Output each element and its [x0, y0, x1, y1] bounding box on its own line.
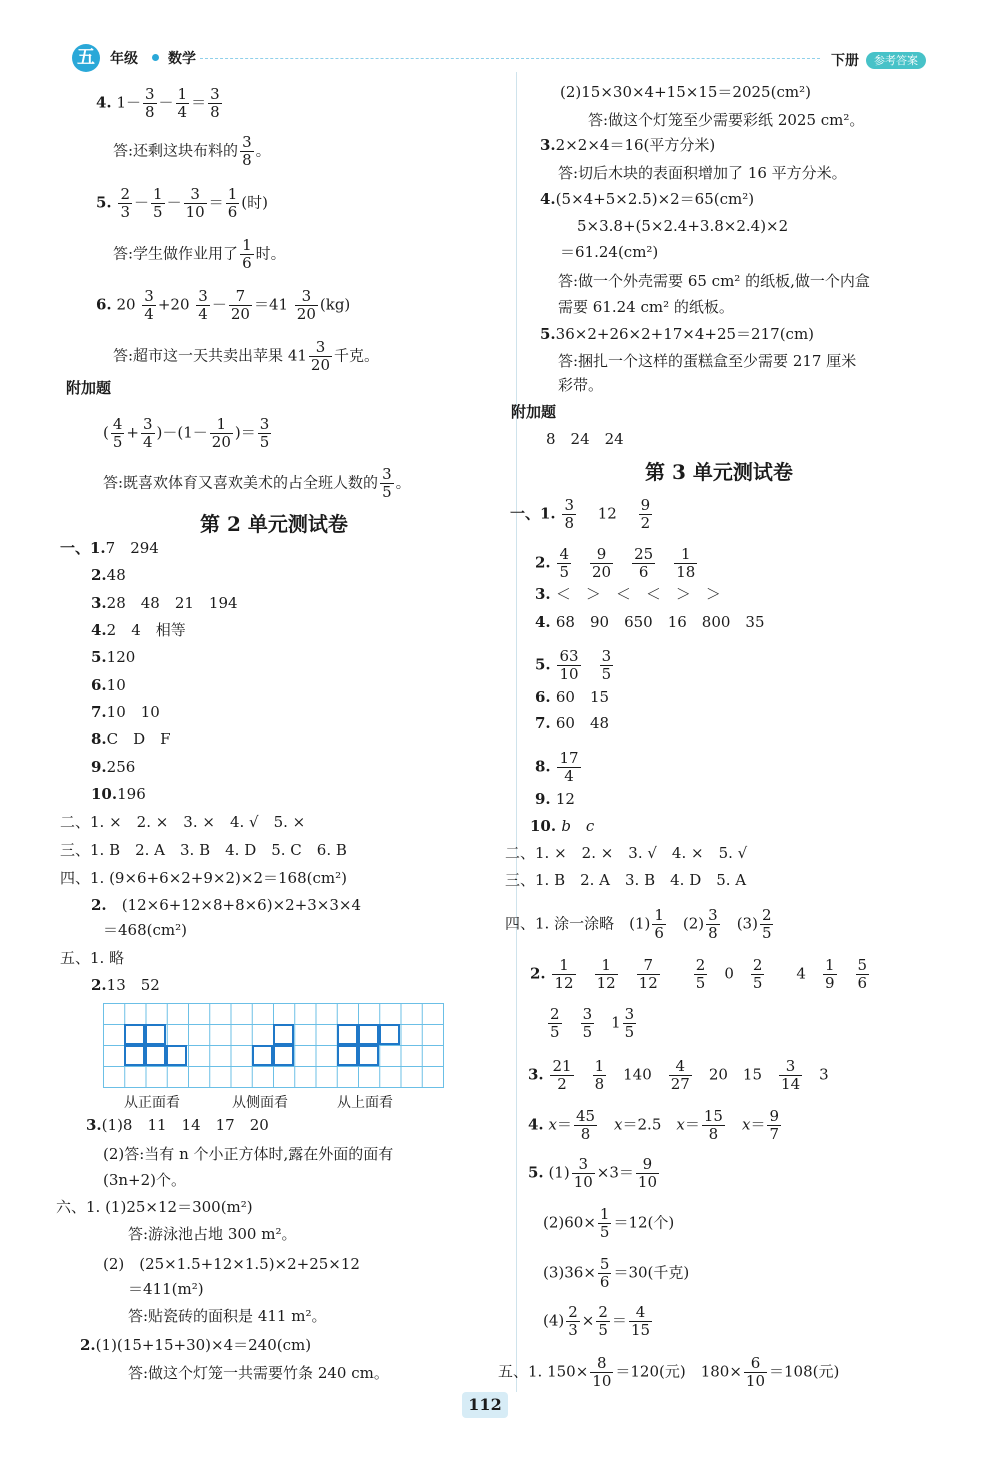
u2-s1-9: 9.256 — [91, 758, 136, 776]
u3-s4-5-3: (3)36× $\frac{5}{6}$ ＝30(千克) — [543, 1255, 690, 1291]
page-header — [0, 0, 1001, 80]
u3-s4-1: 四、1. 涂一涂略 (1) $\frac{1}{6}$ (2) $\frac{3}{8}$ (3) $\frac{2}{5}$ — [505, 906, 772, 942]
column-divider — [516, 72, 517, 1392]
u2-s5-3: 3.(1)8 11 14 17 20 — [86, 1116, 269, 1134]
u3-s5-1: 五、1. 150× $\frac{8}{10}$ ＝120(元) 180× $\frac{6}{10}$ ＝108(元) — [498, 1354, 840, 1390]
u3-s3: 三、1. B 2. A 3. B 4. D 5. A — [505, 871, 747, 889]
page-number: 112 — [462, 1392, 508, 1418]
u2-s6-1-ans: 答:游泳池占地 300 m²。 — [128, 1225, 297, 1243]
r-q3: 3.2×2×4＝16(平方分米) — [540, 136, 716, 154]
unit3-title: 第 3 单元测试卷 — [645, 460, 793, 484]
left-q6: 6. 20 $\frac{3}{4}$ +20 $\frac{3}{4}$ － $\frac{7}{20}$ ＝41 $\frac{3}{20}$ (kg) — [96, 287, 351, 323]
r-q4-ans2: 需要 61.24 cm² 的纸板。 — [558, 298, 734, 316]
u2-s1-8: 8.C D F — [91, 730, 171, 748]
extra-answer: 答:既喜欢体育又喜欢美术的占全班人数的 $\frac{3}{5}$ 。 — [103, 465, 411, 501]
u3-s1-10: 10. b c — [530, 817, 595, 835]
dot-icon — [152, 54, 159, 61]
u2-s6-1-2-result: ＝411(m²) — [128, 1280, 204, 1298]
u3-s4-3: 3. $\frac{21}{2}$ $\frac{1}{8}$ 140 $\frac{4}{27}$ 20 15 $\frac{3}{14}$ 3 — [528, 1057, 829, 1093]
r-extra-title: 附加题 — [511, 403, 557, 421]
u2-s6-1-2-ans: 答:贴瓷砖的面积是 411 m²。 — [128, 1307, 327, 1325]
u3-s1-1: 一、1. $\frac{3}{8}$ 12 $\frac{9}{2}$ — [510, 496, 651, 532]
extra-title: 附加题 — [66, 379, 112, 397]
u3-s1-3: 3. ＜ ＞ ＜ ＜ ＞ ＞ — [535, 585, 721, 603]
cube-square — [337, 1024, 358, 1045]
u2-s2: 二、1. × 2. × 3. × 4. √ 5. × — [60, 813, 306, 831]
cube-square — [145, 1045, 166, 1066]
cube-square — [145, 1024, 166, 1045]
u2-s1-5: 5.120 — [91, 648, 136, 666]
u2-s5-3-ans: (2)答:当有 n 个小正方体时,露在外面的面有 — [103, 1145, 394, 1163]
cube-square — [252, 1045, 273, 1066]
u3-s2: 二、1. × 2. × 3. √ 4. × 5. √ — [505, 844, 748, 862]
cube-square — [337, 1045, 358, 1066]
u2-s4-2: 2. (12×6+12×8+8×6)×2+3×3×4 — [91, 896, 362, 914]
u2-s1-6: 6.10 — [91, 676, 126, 694]
cube-square — [358, 1045, 379, 1066]
cube-square — [273, 1045, 294, 1066]
u2-s1-1: 一、1.7 294 — [60, 539, 159, 557]
cube-square — [273, 1024, 294, 1045]
u3-s1-9: 9. 12 — [535, 790, 575, 808]
u3-s1-8: 8. $\frac{17}{4}$ — [535, 749, 579, 785]
u2-s4-1: 四、1. (9×6+6×2+9×2)×2＝168(cm²) — [60, 869, 347, 887]
r-q5-ans: 答:捆扎一个这样的蛋糕盒至少需要 217 厘米 — [558, 352, 857, 370]
cube-square — [379, 1024, 400, 1045]
unit2-title: 第 2 单元测试卷 — [200, 512, 348, 536]
u2-s5-2: 2.13 52 — [91, 976, 160, 994]
u2-s1-4: 4.2 4 相等 — [91, 621, 186, 639]
left-q4: 4. 1－ $\frac{3}{8}$ － $\frac{1}{4}$ ＝ $\frac{3}{8}$ — [96, 85, 220, 121]
r-q3-ans: 答:切后木块的表面积增加了 16 平方分米。 — [558, 164, 847, 182]
u2-s5-3-ans2: (3n+2)个。 — [103, 1171, 187, 1189]
left-q6-answer: 答:超市这一天共卖出苹果 41 $\frac{3}{20}$ 千克。 — [113, 338, 380, 374]
u2-s1-7: 7.10 10 — [91, 703, 160, 721]
front-view-label: 从正面看 — [124, 1095, 180, 1111]
r-q5: 5.36×2+26×2+17×4+25＝217(cm) — [540, 325, 815, 343]
u3-s4-2b: $\frac{2}{5}$ $\frac{3}{5}$ 1 $\frac{3}{5}$ — [550, 1005, 635, 1041]
left-q5: 5. $\frac{2}{3}$ － $\frac{1}{5}$ － $\frac{3}{10}$ ＝ $\frac{1}{6}$ (时) — [96, 185, 268, 221]
u3-s1-4: 4. 68 90 650 16 800 35 — [535, 613, 765, 631]
u2-s6-2-ans: 答:做这个灯笼一共需要竹条 240 cm。 — [128, 1364, 389, 1382]
u2-s5-1: 五、1. 略 — [60, 949, 125, 967]
top-view-label: 从上面看 — [337, 1095, 393, 1111]
u3-s1-5: 5. $\frac{63}{10}$ $\frac{3}{5}$ — [535, 647, 612, 683]
u3-s4-5: 5. (1) $\frac{3}{10}$ ×3＝ $\frac{9}{10}$ — [528, 1155, 657, 1191]
u3-s1-2: 2. $\frac{4}{5}$ $\frac{9}{20}$ $\frac{25}{6}$ $\frac{1}{18}$ — [535, 545, 696, 581]
r-q4-ans: 答:做一个外壳需要 65 cm² 的纸板,做一个内盒 — [558, 272, 870, 290]
side-view-label: 从侧面看 — [232, 1095, 288, 1111]
r-q4: 4.(5×4+5×2.5)×2＝65(cm²) — [540, 190, 755, 208]
u2-s1-10: 10.196 — [91, 785, 146, 803]
cube-square — [124, 1045, 145, 1066]
u3-s1-7: 7. 60 48 — [535, 714, 610, 732]
grade-badge: 五 — [72, 44, 100, 72]
r-q5-ans2: 彩带。 — [558, 376, 604, 394]
header-divider — [200, 58, 820, 59]
r-q2-2: (2)15×30×4+15×15＝2025(cm²) — [560, 83, 811, 101]
grade-label: 年级 — [110, 51, 138, 67]
u2-s6-2: 2.(1)(15+15+30)×4＝240(cm) — [80, 1336, 312, 1354]
u3-s4-5-4: (4) $\frac{2}{3}$ × $\frac{2}{5}$ ＝ $\frac{4}{15}$ — [543, 1303, 651, 1339]
u2-s4-2-result: ＝468(cm²) — [103, 921, 187, 939]
u3-s4-5-2: (2)60× $\frac{1}{5}$ ＝12(个) — [543, 1205, 675, 1241]
answers-badge: 参考答案 — [866, 52, 926, 69]
u3-s4-2: 2. $\frac{1}{12}$ $\frac{1}{12}$ $\frac{7}{12}$ $\frac{2}{5}$ 0 $\frac{2}{5}$ 4 $\frac{1}{9}$ $\frac{5}{6}$ — [530, 956, 868, 992]
left-q4-answer: 答:还剩这块布料的 $\frac{3}{8}$ 。 — [113, 133, 271, 169]
u2-s1-3: 3.28 48 21 194 — [91, 594, 238, 612]
u2-s3: 三、1. B 2. A 3. B 4. D 5. C 6. B — [60, 841, 347, 859]
volume-label: 下册 — [831, 53, 859, 69]
r-q4-2: 5×3.8+(5×2.4+3.8×2.4)×2 — [577, 217, 789, 235]
cube-square — [166, 1045, 187, 1066]
u3-s4-4: 4. x＝ $\frac{45}{8}$ x＝2.5 x＝ $\frac{15}{8}$ x＝ $\frac{9}{7}$ — [528, 1107, 779, 1143]
u2-s1-2: 2.48 — [91, 566, 126, 584]
r-q4-3: ＝61.24(cm²) — [560, 243, 659, 261]
cube-square — [124, 1024, 145, 1045]
r-q2-2-ans: 答:做这个灯笼至少需要彩纸 2025 cm²。 — [588, 111, 865, 129]
extra-equation: ( $\frac{4}{5}$ + $\frac{3}{4}$ )－(1－ $\frac{1}{20}$ )＝ $\frac{3}{5}$ — [103, 415, 270, 451]
u3-s1-6: 6. 60 15 — [535, 688, 610, 706]
r-extra-ans: 8 24 24 — [546, 430, 624, 448]
u2-s6-1: 六、1. (1)25×12＝300(m²) — [56, 1198, 253, 1216]
cube-square — [358, 1024, 379, 1045]
left-q5-answer: 答:学生做作业用了 $\frac{1}{6}$ 时。 — [113, 236, 286, 272]
subject-label: 数学 — [168, 51, 196, 67]
u2-s6-1-2: (2) (25×1.5+12×1.5)×2+25×12 — [103, 1255, 360, 1273]
